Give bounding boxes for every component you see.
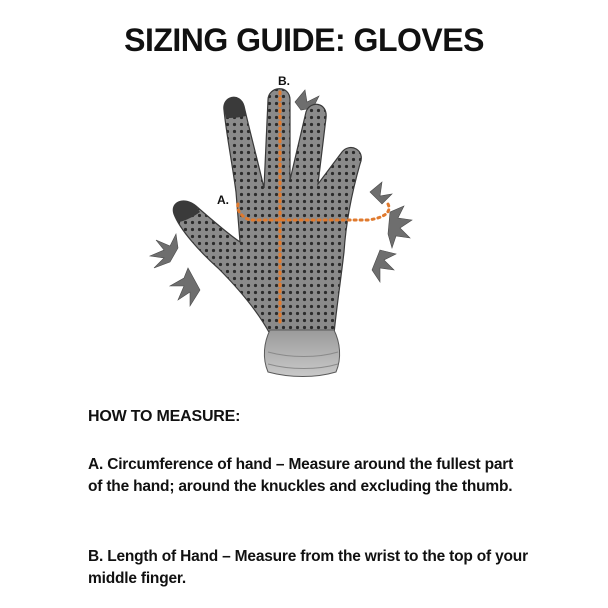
instruction-b: B. Length of Hand – Measure from the wrist to the top of your middle finger. [88,548,528,587]
instruction-a: A. Circumference of hand – Measure around the fullest part of the hand; around the knuckles and excluding the thumb. [88,456,514,495]
measure-label-b: B. [278,74,290,88]
measure-label-a: A. [217,193,229,207]
index-fingertip [224,97,246,118]
page-title: SIZING GUIDE: GLOVES [124,22,484,58]
glove-shape [173,89,361,334]
glove-illustration [140,72,440,390]
how-to-measure-heading: HOW TO MEASURE: [88,408,241,425]
glove-cuff [264,330,339,377]
